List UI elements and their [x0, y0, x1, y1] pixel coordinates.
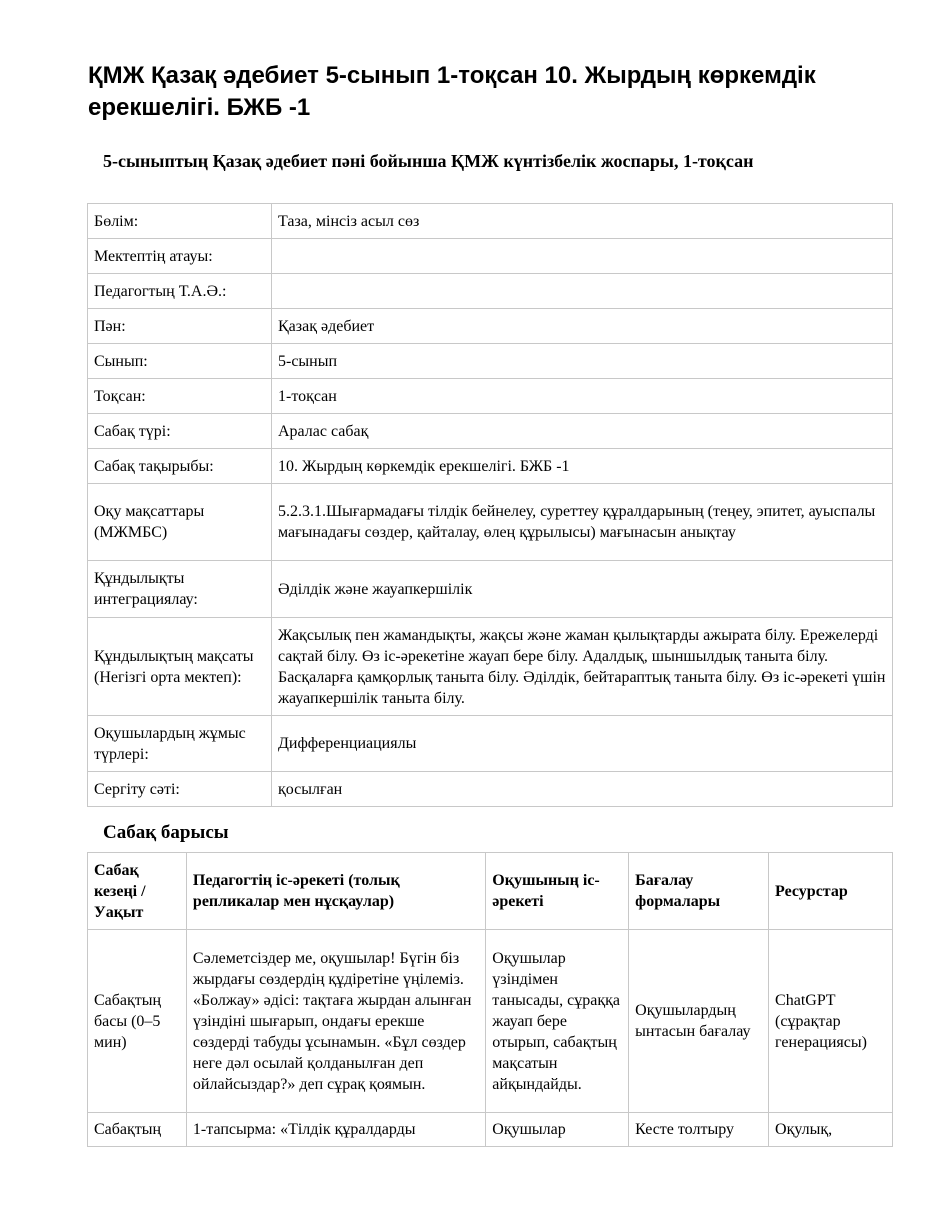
- info-label: Сабақ тақырыбы:: [88, 449, 272, 484]
- table-cell: Оқушылар үзіндімен танысады, сұраққа жауап бере отырып, сабақтың мақсатын айқындайды.: [486, 930, 629, 1113]
- column-header-teacher-action: Педагогтің іс-әрекеті (толық репликалар мен нұсқаулар): [186, 853, 485, 930]
- info-label: Педагогтың Т.А.Ә.:: [88, 274, 272, 309]
- table-row: [88, 379, 893, 414]
- table-header-row: [88, 853, 893, 930]
- table-cell: Оқушылардың ынтасын бағалау: [629, 930, 769, 1113]
- column-header-student-action: Оқушының іс-әрекеті: [486, 853, 629, 930]
- info-value: [272, 239, 893, 274]
- info-label: Бөлім:: [88, 204, 272, 239]
- info-value: Дифференциациялы: [272, 716, 893, 772]
- column-header-resources: Ресурстар: [769, 853, 893, 930]
- info-value: қосылған: [272, 772, 893, 807]
- info-label: Оқушылардың жұмыс түрлері:: [88, 716, 272, 772]
- column-header-assessment: Бағалау формалары: [629, 853, 769, 930]
- info-label: Құндылықтың мақсаты (Негізгі орта мектеп):: [88, 618, 272, 716]
- table-cell: Оқушылар: [486, 1113, 629, 1147]
- info-value: 5.2.3.1.Шығармадағы тілдік бейнелеу, суреттеу құралдарының (теңеу, эпитет, ауыспалы мағынадағы сөздер, қайталау, өлең құрылысы) мағынасын анықтау: [272, 484, 893, 561]
- info-label: Пән:: [88, 309, 272, 344]
- lesson-info-table: [87, 203, 893, 807]
- info-label: Сынып:: [88, 344, 272, 379]
- table-row: [88, 274, 893, 309]
- table-row: [88, 618, 893, 716]
- lesson-section-title: Сабақ барысы: [103, 822, 229, 843]
- info-label: Құндылықты интеграциялау:: [88, 561, 272, 618]
- table-cell: 1-тапсырма: «Тілдік құралдарды: [186, 1113, 485, 1147]
- info-value: 5-сынып: [272, 344, 893, 379]
- table-cell: Сабақтың: [88, 1113, 187, 1147]
- info-label: Сабақ түрі:: [88, 414, 272, 449]
- table-row: [88, 309, 893, 344]
- plan-subtitle: 5-сыныптың Қазақ әдебиет пәні бойынша ҚМЖ күнтізбелік жоспары, 1-тоқсан: [103, 151, 754, 171]
- info-value: 10. Жырдың көркемдік ерекшелігі. БЖБ -1: [272, 449, 893, 484]
- table-row: [88, 414, 893, 449]
- table-row: [88, 484, 893, 561]
- table-row: [88, 239, 893, 274]
- info-value: [272, 274, 893, 309]
- table-row: [88, 344, 893, 379]
- info-value: 1-тоқсан: [272, 379, 893, 414]
- table-cell: Кесте толтыру: [629, 1113, 769, 1147]
- info-label: Мектептің атауы:: [88, 239, 272, 274]
- document-title: ҚМЖ Қазақ әдебиет 5-сынып 1-тоқсан 10. Жырдың көркемдік ерекшелігі. БЖБ -1: [88, 62, 816, 121]
- info-label: Оқу мақсаттары (МЖМБС): [88, 484, 272, 561]
- info-value: Жақсылық пен жамандықты, жақсы және жаман қылықтарды ажырата білу. Ережелерді сақтай білу. Өз іс-әрекетіне жауап бере білу. Адалдық, шыншылдық таныта білу. Басқаларға қамқорлық таныта білу. Әділдік, бейтараптық таныта білу. Өз іс-әрекеті үшін жауапкершілік таныта білу.: [272, 618, 893, 716]
- table-cell: Оқулық,: [769, 1113, 893, 1147]
- info-value: Әділдік және жауапкершілік: [272, 561, 893, 618]
- table-cell: ChatGPT (сұрақтар генерациясы): [769, 930, 893, 1113]
- info-label: Тоқсан:: [88, 379, 272, 414]
- table-cell: Сабақтың басы (0–5 мин): [88, 930, 187, 1113]
- table-row: [88, 930, 893, 1113]
- info-value: Қазақ әдебиет: [272, 309, 893, 344]
- info-label: Сергіту сәті:: [88, 772, 272, 807]
- table-row: [88, 449, 893, 484]
- table-row: [88, 1113, 893, 1147]
- table-row: [88, 561, 893, 618]
- column-header-stage: Сабақ кезеңі / Уақыт: [88, 853, 187, 930]
- table-row: [88, 716, 893, 772]
- table-row: [88, 204, 893, 239]
- info-value: Таза, мінсіз асыл сөз: [272, 204, 893, 239]
- lesson-progress-table: [87, 852, 893, 1147]
- table-row: [88, 772, 893, 807]
- info-value: Аралас сабақ: [272, 414, 893, 449]
- table-cell: Сәлеметсіздер ме, оқушылар! Бүгін біз жырдағы сөздердің құдіретіне үңілеміз. «Болжау» әдісі: тақтаға жырдан алынған үзіндіні шығарып, ондағы ерекше сөздерді табуды ұсынамын. «Бұл сөздер неге дәл осылай қолданылған деп ойлайсыздар?» деп сұрақ қоямын.: [186, 930, 485, 1113]
